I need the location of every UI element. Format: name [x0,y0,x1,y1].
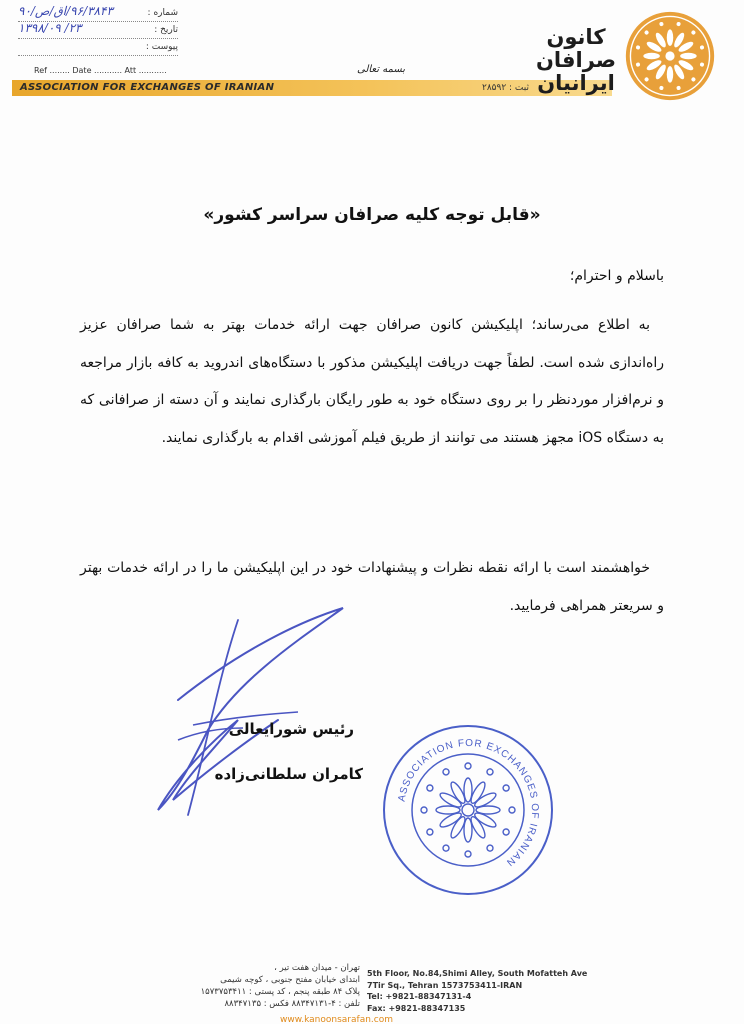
footer-address-en [367,968,607,1014]
handwritten-date: ۲۳/ ۱۳۹۸/۰۹ [18,21,82,35]
logo-line: کانون [546,25,606,49]
date-line [18,23,178,39]
footer-address-fa [150,962,360,1010]
footer-line: تهران - میدان هفت تیر ، [274,963,360,973]
footer-line: 7Tir Sq., Tehran 1573753411-IRAN [367,980,523,990]
greeting: باسلام و احترام؛ [569,268,664,284]
footer-line: 5th Floor, No.84,Shimi Alley, South Mofatteh Ave [367,969,588,978]
footer-line: پلاک ۸۴ طبقه پنجم ، کد پستی : ۱۵۷۳۷۵۳۴۱۱ [200,987,360,997]
bismillah: بسمه تعالی [357,64,406,75]
seal-text: ASSOCIATION FOR EXCHANGES OF IRANIAN [396,737,541,869]
date-label: تاریخ : [154,25,178,35]
logo-wordmark [535,26,617,95]
letter-title: «قابل توجه کلیه صرافان سراسر کشور» [203,205,541,225]
signatory-name: کامران سلطانی‌زاده [214,765,363,783]
signatory-title: رئیس شورایعالی [228,720,354,738]
number-label: شماره : [147,8,178,18]
footer-line: ابتدای خیابان مفتح جنوبی ، کوچه شیمی [220,975,360,985]
footer-line: تلفن : ۴-۸۸۳۴۷۱۳۱ فکس : ۸۸۳۴۷۱۳۵ [224,999,360,1009]
association-banner: ASSOCIATION FOR EXCHANGES OF IRANIAN [20,82,275,93]
number-line [18,6,178,22]
reference-block [18,6,178,57]
ref-line: Ref ........ Date ........... Att ........... [34,66,167,75]
logo-line: ایرانیان [537,71,615,95]
paragraph-1-text: به اطلاع می‌رساند؛ اپلیکیشن کانون صرافان جهت ارائه خدمات بهتر به شما صرافان عزیز راه‌اندازی شده است. لطفاً جهت دریافت اپلیکیشن مذکور با دستگاه‌های اندروید به کافه بازار مراجعه و نرم‌افزار موردنظر را بر روی دستگاه خود به طور رایگان بارگذاری نمایند و آن دسته از صرافانی که به دستگاه iOS مجهز هستند می توانند از طریق فیلم آموزشی اقدام به بارگذاری نمایند. [80,317,664,446]
registration-number: ثبت : ۲۸۵۹۲ [482,83,529,93]
logo-emblem-icon [624,10,716,102]
handwritten-signature [118,600,368,830]
handwritten-number: ۹۶/۳۸۴۳/اق/ص/۹۰ [18,4,113,18]
attachment-label: پیوست : [145,42,178,52]
logo-line: صرافان [535,48,617,72]
footer-website: www.kanoonsarafan.com [280,1015,393,1025]
paragraph-1 [80,307,664,457]
footer-line: Fax: +9821-88347135 [367,1003,466,1013]
svg-text:ASSOCIATION FOR EXCHANGES OF I [397,738,541,868]
attachment-line [18,40,178,56]
footer-line: Tel: +9821-88347131-4 [367,992,472,1001]
association-seal-icon [380,722,556,898]
paragraph-2-text: خواهشمند است با ارائه نقطه نظرات و پیشنهادات خود در این اپلیکیشن ما را در ارائه خدمات بهتر و سریعتر همراهی فرمایید. [80,560,664,614]
